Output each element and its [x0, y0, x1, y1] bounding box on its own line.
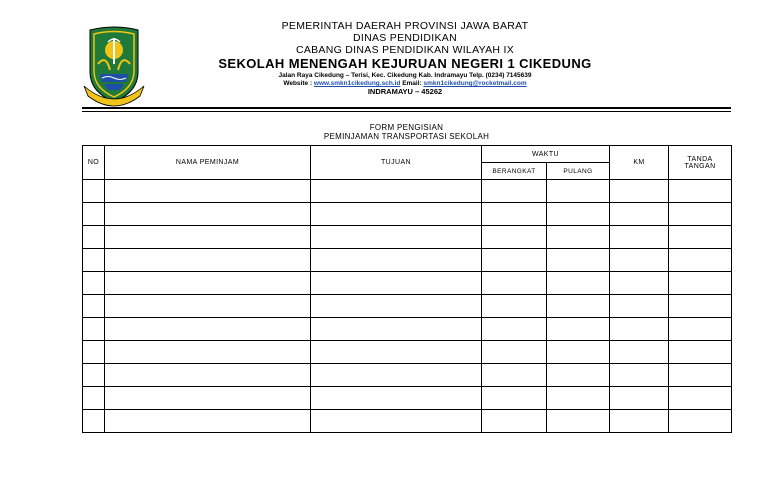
government-line: PEMERINTAH DAERAH PROVINSI JAWA BARAT — [281, 20, 529, 32]
cell-berangkat[interactable] — [482, 341, 547, 364]
table-row — [83, 341, 732, 364]
cell-no[interactable] — [83, 295, 105, 318]
cell-nama-peminjam[interactable] — [105, 295, 311, 318]
school-address: Jalan Raya Cikedung – Terisi, Kec. Cikedung Kab. Indramayu Telp. (0234) 7145639 — [278, 72, 532, 80]
cell-tanda-tangan[interactable] — [669, 387, 732, 410]
cell-pulang[interactable] — [547, 341, 610, 364]
cell-tujuan[interactable] — [311, 364, 482, 387]
table-row — [83, 249, 732, 272]
cell-berangkat[interactable] — [482, 272, 547, 295]
table-row — [83, 226, 732, 249]
loan-form-table — [82, 145, 732, 433]
cell-tujuan[interactable] — [311, 180, 482, 203]
cell-tujuan[interactable] — [311, 341, 482, 364]
branch-line: CABANG DINAS PENDIDIKAN WILAYAH IX — [295, 44, 515, 57]
cell-tanda-tangan[interactable] — [669, 203, 732, 226]
cell-km[interactable] — [610, 180, 669, 203]
header-tujuan: TUJUAN — [311, 146, 482, 180]
cell-berangkat[interactable] — [482, 226, 547, 249]
cell-tanda-tangan[interactable] — [669, 410, 732, 433]
table-row — [83, 203, 732, 226]
cell-no[interactable] — [83, 226, 105, 249]
cell-km[interactable] — [610, 410, 669, 433]
cell-nama-peminjam[interactable] — [105, 226, 311, 249]
west-java-crest-icon — [80, 24, 148, 108]
cell-tanda-tangan[interactable] — [669, 249, 732, 272]
cell-no[interactable] — [83, 410, 105, 433]
cell-km[interactable] — [610, 318, 669, 341]
cell-pulang[interactable] — [547, 410, 610, 433]
school-name: SEKOLAH MENENGAH KEJURUAN NEGERI 1 CIKEDUNG — [218, 56, 592, 72]
header-tanda-tangan — [669, 146, 732, 180]
cell-tujuan[interactable] — [311, 295, 482, 318]
header-no: NO — [83, 146, 105, 180]
form-title — [82, 124, 731, 142]
cell-pulang[interactable] — [547, 387, 610, 410]
cell-km[interactable] — [610, 272, 669, 295]
cell-no[interactable] — [83, 387, 105, 410]
cell-no[interactable] — [83, 364, 105, 387]
form-title-line2: PEMINJAMAN TRANSPORTASI SEKOLAH — [323, 131, 490, 141]
table-row — [83, 364, 732, 387]
header-nama-peminjam: NAMA PEMINJAM — [105, 146, 311, 180]
website-link[interactable]: www.smkn1cikedung.sch.id — [313, 80, 401, 88]
cell-tujuan[interactable] — [311, 249, 482, 272]
cell-no[interactable] — [83, 249, 105, 272]
header-km: KM — [610, 146, 669, 180]
cell-tujuan[interactable] — [311, 318, 482, 341]
cell-nama-peminjam[interactable] — [105, 272, 311, 295]
cell-nama-peminjam[interactable] — [105, 364, 311, 387]
cell-pulang[interactable] — [547, 318, 610, 341]
cell-tujuan[interactable] — [311, 226, 482, 249]
letterhead-rule-thick — [82, 107, 731, 109]
table-row — [83, 272, 732, 295]
header-tangan: TANGAN — [684, 162, 716, 170]
header-pulang: PULANG — [547, 163, 610, 180]
header-waktu: WAKTU — [482, 146, 610, 163]
email-link[interactable]: smkn1cikedung@rocketmail.com — [423, 80, 527, 88]
cell-berangkat[interactable] — [482, 295, 547, 318]
cell-pulang[interactable] — [547, 249, 610, 272]
cell-tanda-tangan[interactable] — [669, 180, 732, 203]
cell-pulang[interactable] — [547, 203, 610, 226]
cell-pulang[interactable] — [547, 226, 610, 249]
cell-pulang[interactable] — [547, 180, 610, 203]
cell-tujuan[interactable] — [311, 410, 482, 433]
cell-pulang[interactable] — [547, 295, 610, 318]
cell-km[interactable] — [610, 387, 669, 410]
cell-tujuan[interactable] — [311, 387, 482, 410]
cell-pulang[interactable] — [547, 272, 610, 295]
cell-no[interactable] — [83, 272, 105, 295]
form-title-line1: FORM PENGISIAN — [369, 123, 444, 132]
cell-km[interactable] — [610, 203, 669, 226]
cell-berangkat[interactable] — [482, 318, 547, 341]
website-label: Website : — [283, 80, 313, 88]
cell-no[interactable] — [83, 341, 105, 364]
cell-km[interactable] — [610, 226, 669, 249]
cell-nama-peminjam[interactable] — [105, 341, 311, 364]
city-zip: INDRAMAYU – 45262 — [367, 87, 443, 97]
cell-km[interactable] — [610, 295, 669, 318]
cell-berangkat[interactable] — [482, 387, 547, 410]
cell-nama-peminjam[interactable] — [105, 387, 311, 410]
email-label: Email: — [402, 80, 422, 88]
cell-nama-peminjam[interactable] — [105, 410, 311, 433]
table-row — [83, 295, 732, 318]
cell-no[interactable] — [83, 318, 105, 341]
cell-nama-peminjam[interactable] — [105, 318, 311, 341]
cell-tujuan[interactable] — [311, 272, 482, 295]
table-row — [83, 318, 732, 341]
cell-berangkat[interactable] — [482, 410, 547, 433]
header-tanda: TANDA — [687, 155, 713, 163]
cell-km[interactable] — [610, 341, 669, 364]
cell-tanda-tangan[interactable] — [669, 318, 732, 341]
letterhead — [150, 20, 660, 97]
table-row — [83, 180, 732, 203]
cell-nama-peminjam[interactable] — [105, 203, 311, 226]
cell-no[interactable] — [83, 203, 105, 226]
cell-berangkat[interactable] — [482, 249, 547, 272]
cell-no[interactable] — [83, 180, 105, 203]
cell-tanda-tangan[interactable] — [669, 341, 732, 364]
cell-tanda-tangan[interactable] — [669, 295, 732, 318]
cell-tujuan[interactable] — [311, 203, 482, 226]
cell-berangkat[interactable] — [482, 180, 547, 203]
header-berangkat: BERANGKAT — [482, 163, 547, 180]
cell-tanda-tangan[interactable] — [669, 272, 732, 295]
cell-berangkat[interactable] — [482, 364, 547, 387]
cell-pulang[interactable] — [547, 364, 610, 387]
cell-berangkat[interactable] — [482, 203, 547, 226]
cell-km[interactable] — [610, 364, 669, 387]
cell-km[interactable] — [610, 249, 669, 272]
cell-nama-peminjam[interactable] — [105, 180, 311, 203]
cell-nama-peminjam[interactable] — [105, 249, 311, 272]
cell-tanda-tangan[interactable] — [669, 226, 732, 249]
table-row — [83, 387, 732, 410]
cell-tanda-tangan[interactable] — [669, 364, 732, 387]
table-body — [83, 180, 732, 433]
table-row — [83, 410, 732, 433]
letterhead-rule-thin — [82, 111, 731, 112]
department-line: DINAS PENDIDIKAN — [353, 32, 457, 45]
